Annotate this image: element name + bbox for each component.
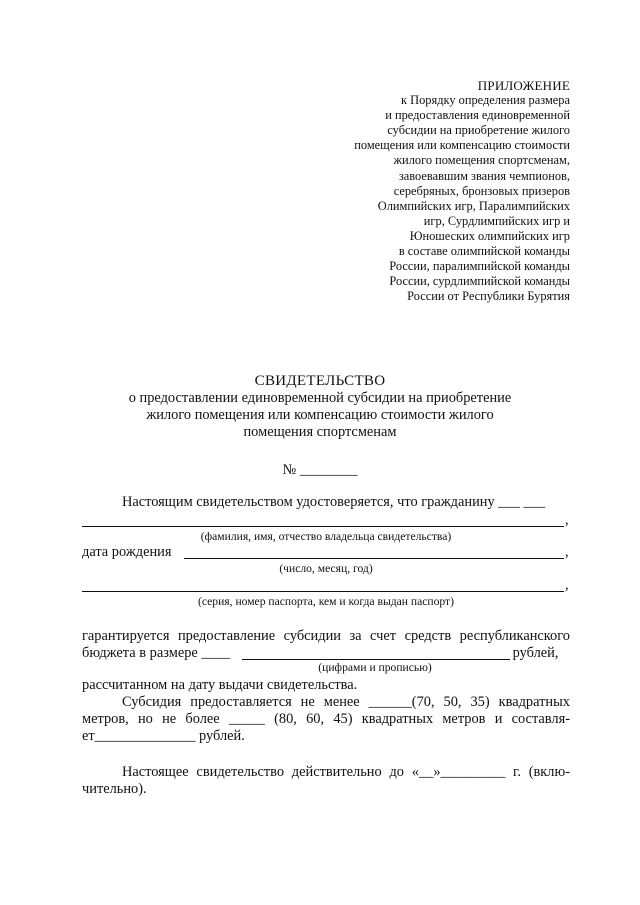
passport-caption: (серия, номер паспорта, кем и когда выдан паспорт) [198, 595, 454, 608]
certificate-title: СВИДЕТЕЛЬСТВО [254, 373, 386, 389]
appendix-line: России, паралимпийской команды [389, 259, 570, 274]
passport-field-line[interactable] [82, 591, 564, 592]
validity-line-2: чительно). [82, 781, 147, 797]
appendix-block [354, 78, 570, 304]
appendix-line: к Порядку определения размера [401, 93, 570, 108]
subsidy-amount-field-line[interactable] [242, 659, 510, 660]
appendix-line: России, сурдлимпийской команды [389, 274, 570, 289]
appendix-line: серебряных, бронзовых призеров [393, 183, 570, 198]
calc-date-text: рассчитанном на дату выдачи свидетельства. [82, 677, 358, 693]
subsidy-line-2: метров, но не более _____ (80, 60, 45) квадратных метров и составля- [82, 711, 570, 727]
appendix-line: и предоставления единовременной [385, 108, 570, 123]
subsidy-line-3: ет______________ рублей. [82, 728, 245, 744]
certificate-subtitle-line: жилого помещения или компенсацию стоимости жилого [146, 407, 494, 423]
appendix-line: игр, Сурдлимпийских игр и [423, 213, 570, 228]
amount-caption: (цифрами и прописью) [318, 661, 432, 674]
birth-date-field-line[interactable] [184, 558, 564, 559]
appendix-line: завоевавшим звания чемпионов, [398, 168, 570, 183]
appendix-line: Юношеских олимпийских игр [409, 228, 570, 243]
validity-line-1: Настоящее свидетельство действительно до «__»_________ г. (вклю- [122, 764, 570, 780]
appendix-heading: ПРИЛОЖЕНИЕ [477, 78, 570, 93]
birth-comma: , [565, 544, 569, 560]
appendix-line: субсидии на приобретение жилого [387, 123, 570, 138]
appendix-line: Олимпийских игр, Паралимпийских [377, 198, 570, 213]
appendix-line: в составе олимпийской команды [398, 244, 570, 259]
intro-text: Настоящим свидетельством удостоверяется, что гражданину ___ ___ [122, 494, 546, 510]
certificate-subtitle-line: о предоставлении единовременной субсидии на приобретение [128, 390, 512, 406]
appendix-line: жилого помещения спортсменам, [393, 153, 570, 168]
fio-field-line[interactable] [82, 526, 564, 527]
certificate-title-block [0, 373, 640, 441]
appendix-line: помещения или компенсацию стоимости [354, 138, 570, 153]
birth-label: дата рождения [82, 544, 172, 560]
guarantee-line-2-prefix: бюджета в размере ____ [82, 645, 231, 661]
guarantee-line-2-suffix: рублей, [509, 645, 559, 661]
guarantee-line-1: гарантируется предоставление субсидии за счет средств республиканского [82, 628, 570, 644]
fio-caption: (фамилия, имя, отчество владельца свидетельства) [200, 530, 452, 543]
certificate-number: № ________ [282, 462, 358, 478]
passport-comma: , [565, 577, 569, 593]
subsidy-line-1: Субсидия предоставляется не менее ______(70, 50, 35) квадратных [122, 694, 570, 710]
certificate-subtitle-line: помещения спортсменам [243, 424, 397, 440]
birth-caption: (число, месяц, год) [279, 562, 373, 575]
appendix-line: России от Республики Бурятия [407, 289, 570, 304]
fio-comma: , [565, 512, 569, 528]
